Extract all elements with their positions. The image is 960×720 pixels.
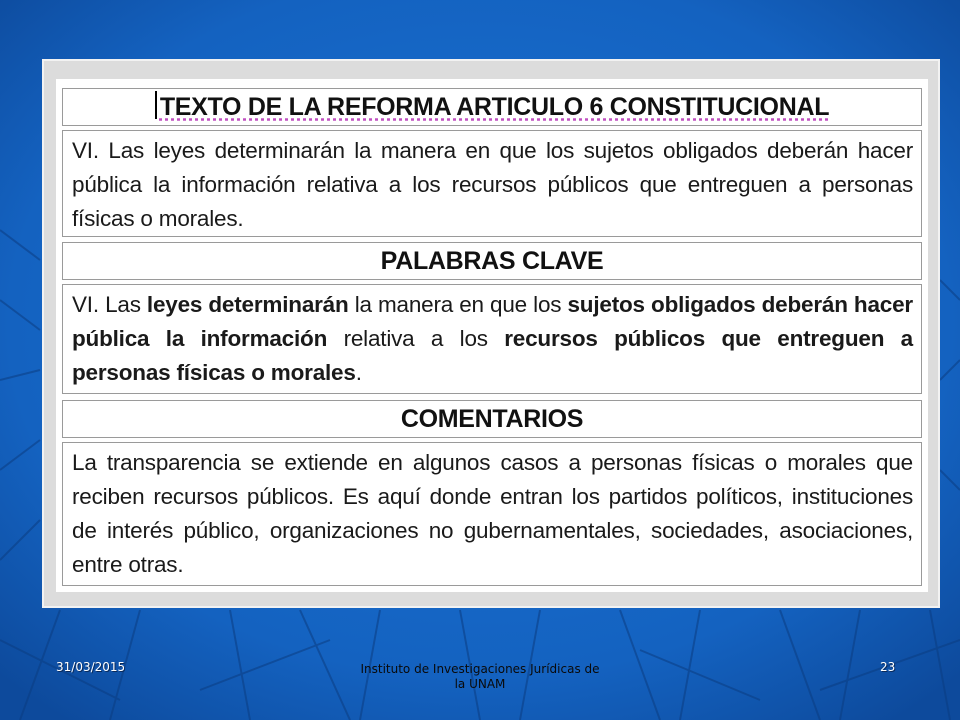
keyword-bold-3: recursos públicos que entreguen a personas físicas o morales	[72, 326, 913, 385]
text-cursor	[155, 91, 157, 119]
footer-institution	[320, 662, 640, 692]
keywords-plain-4: .	[355, 360, 362, 385]
keyword-bold-2: sujetos obligados deberán hacer pública la información	[72, 292, 913, 351]
footer-page-number: 23	[880, 660, 896, 674]
keywords-plain-1: VI. Las	[72, 292, 147, 317]
keywords-header-text: PALABRAS CLAVE	[380, 246, 604, 275]
reform-title-text: TEXTO DE LA REFORMA ARTICULO 6 CONSTITUCIONAL	[159, 92, 830, 121]
comments-text-box	[62, 442, 922, 586]
footer-date: 31/03/2015	[56, 660, 126, 674]
reform-text: VI. Las leyes determinarán la manera en que los sujetos obligados deberán hacer pública la información relativa a los recursos públicos que entreguen a personas físicas o morales.	[72, 138, 913, 231]
keywords-header	[62, 242, 922, 280]
comments-header	[62, 400, 922, 438]
document-image-frame	[42, 59, 940, 608]
keywords-plain-3: relativa a los	[327, 326, 505, 351]
keywords-plain-2: la manera en que los	[348, 292, 568, 317]
reform-title-header	[62, 88, 922, 126]
keyword-bold-1: leyes determinarán	[146, 292, 349, 317]
keywords-text-box	[62, 284, 922, 394]
comments-header-text: COMENTARIOS	[400, 404, 584, 433]
comments-text: La transparencia se extiende en algunos casos a personas físicas o morales que reciben recursos públicos. Es aquí donde entran los partidos políticos, instituciones de interés público, organizaciones no gubernamentales, sociedades, asociaciones, entre otras.	[72, 450, 913, 577]
footer-institution-line2: la UNAM	[454, 677, 506, 691]
reform-text-box	[62, 130, 922, 237]
document-table	[56, 79, 928, 592]
footer-institution-line1: Instituto de Investigaciones Jurídicas de	[360, 662, 600, 676]
